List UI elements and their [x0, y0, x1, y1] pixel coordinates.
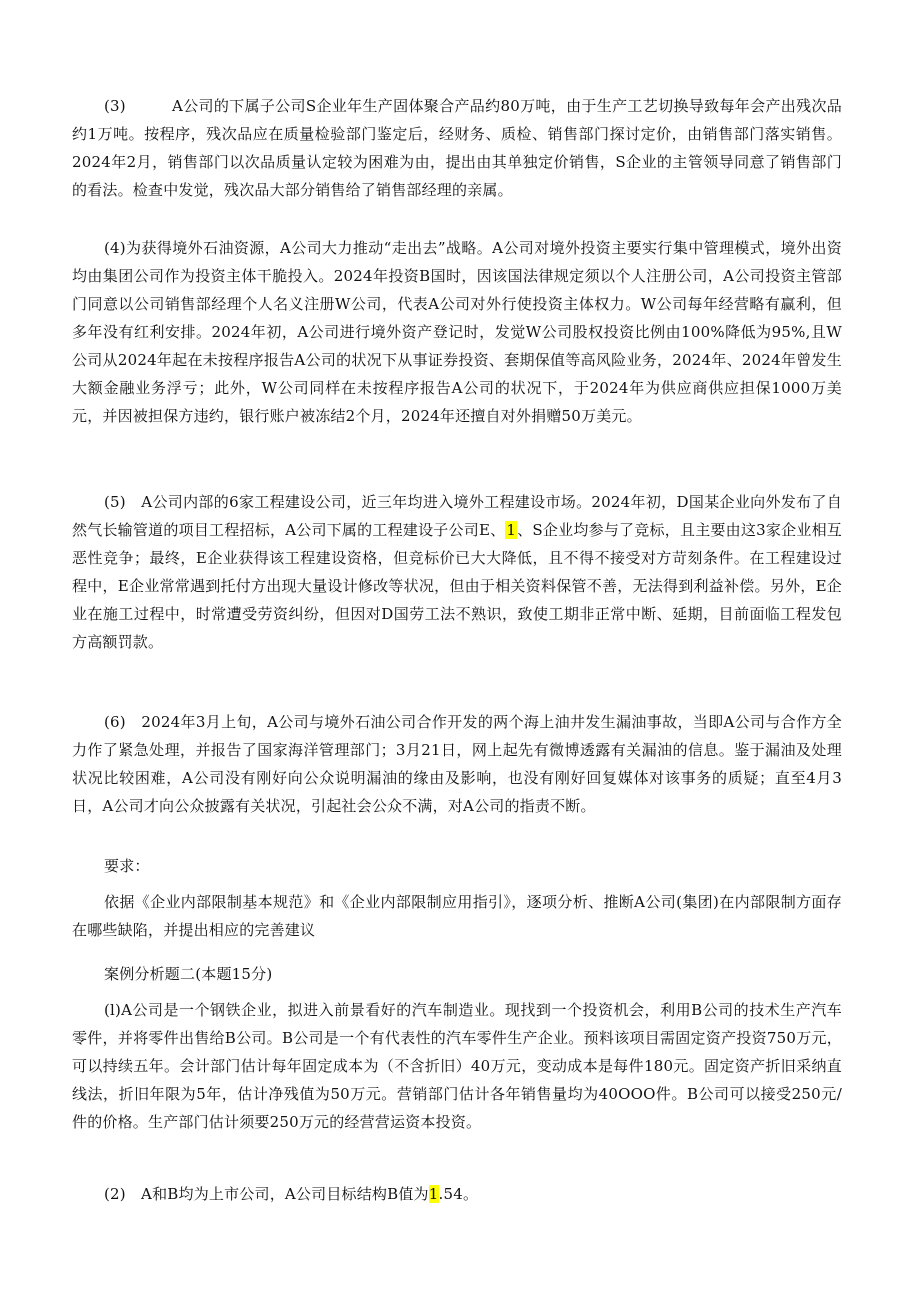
paragraph-item-4 — [72, 234, 842, 430]
paragraph-3-text: (3) A公司的下属子公司S企业年生产固体聚合产品约80万吨，由于生产工艺切换导致每年会产出残次品约1万吨。按程序，残次品应在质量检验部门鉴定后，经财务、质检、销售部门探讨定价，由销售部门落实销售。2024年2月，销售部门以次品质量认定较为困难为由，提出由其单独定价销售，S企业的主管领导同意了销售部门的看法。检查中发觉，残次品大部分销售给了销售部经理的亲属。 — [72, 97, 842, 199]
paragraph-5-text-b: 、S企业均参与了竞标，且主要由这3家企业相互恶性竞争；最终，E企业获得该工程建设资格，但竞标价已大大降低，且不得不接受对方苛刻条件。在工程建设过程中，E企业常常遇到托付方出现大量设计修改等状况，但由于相关资料保管不善，无法得到利益补偿。另外，E企业在施工过程中，时常遭受劳资纠纷，但因对D国劳工法不熟识，致使工期非正常中断、延期，目前面临工程发包方高额罚款。 — [72, 521, 842, 651]
requirement-body: 依据《企业内部限制基本规范》和《企业内部限制应用指引》，逐项分析、推断A公司(集团)在内部限制方面存在哪些缺陷，并提出相应的完善建议 — [72, 893, 842, 939]
case-item-2-text-a: (2) A和B均为上市公司，A公司目标结构B值为 — [104, 1185, 429, 1203]
paragraph-4-text: (4)为获得境外石油资源，A公司大力推动“走出去”战略。A公司对境外投资主要实行集中管理模式，境外出资均由集团公司作为投资主体干脆投入。2024年投资B国时，因该国法律规定须以个人注册公司，A公司投资主管部门同意以公司销售部经理个人名义注册W公司，代表A公司对外行使投资主体权力。W公司每年经营略有赢利，但多年没有红利安排。2024年初，A公司进行境外资产登记时，发觉W公司股权投资比例由100%降低为95%,且W公司从2024年起在未按程序报告A公司的状况下从事证券投资、套期保值等高风险业务，2024年、2024年曾发生大额金融业务浮亏；此外，W公司同样在未按程序报告A公司的状况下，于2024年为供应商供应担保1000万美元，并因被担保方违约，银行账户被冻结2个月，2024年还擅自对外捐赠50万美元。 — [72, 239, 842, 425]
highlighted-mark-2: 1 — [428, 1185, 439, 1203]
case-item-1 — [72, 996, 842, 1136]
requirement-text — [72, 888, 842, 944]
case-item-1-text: (l)A公司是一个钢铁企业，拟进入前景看好的汽车制造业。现找到一个投资机会，利用B公司的技术生产汽车零件，并将零件出售给B公司。B公司是一个有代表性的汽车零件生产企业。预料该项目需固定资产投资750万元，可以持续五年。会计部门估计每年固定成本为（不含折旧）40万元，变动成本是每件180元。固定资产折旧采纳直线法，折旧年限为5年，估计净残值为50万元。营销部门估计各年销售量均为40OOO件。B公司可以接受250元/件的价格。生产部门估计须要250万元的经营营运资本投资。 — [72, 1001, 842, 1131]
case-item-2-text-b: .54。 — [438, 1185, 479, 1203]
paragraph-item-3 — [72, 92, 842, 204]
case-two-heading-text: 案例分析题二(本题15分) — [104, 965, 273, 983]
paragraph-item-6 — [72, 708, 842, 820]
requirement-label-text: 要求： — [104, 857, 150, 875]
paragraph-6-text: (6) 2024年3月上旬，A公司与境外石油公司合作开发的两个海上油井发生漏油事故，当即A公司与合作方全力作了紧急处理，并报告了国家海洋管理部门；3月21日，网上起先有微博透露有关漏油的信息。鉴于漏油及处理状况比较困难，A公司没有刚好向公众说明漏油的缘由及影响，也没有刚好回复媒体对该事务的质疑；直至4月3日，A公司才向公众披露有关状况，引起社会公众不满，对A公司的指责不断。 — [72, 713, 842, 815]
paragraph-item-5 — [72, 488, 842, 656]
case-two-heading — [72, 960, 842, 988]
case-item-2 — [72, 1180, 842, 1208]
highlighted-mark: 1 — [506, 521, 517, 539]
paragraph-5-text-a: (5) A公司内部的6家工程建设公司，近三年均进入境外工程建设市场。2024年初，D国某企业向外发布了自然气长输管道的项目工程招标，A公司下属的工程建设子公司E、 — [72, 493, 842, 539]
requirement-label — [72, 852, 842, 880]
